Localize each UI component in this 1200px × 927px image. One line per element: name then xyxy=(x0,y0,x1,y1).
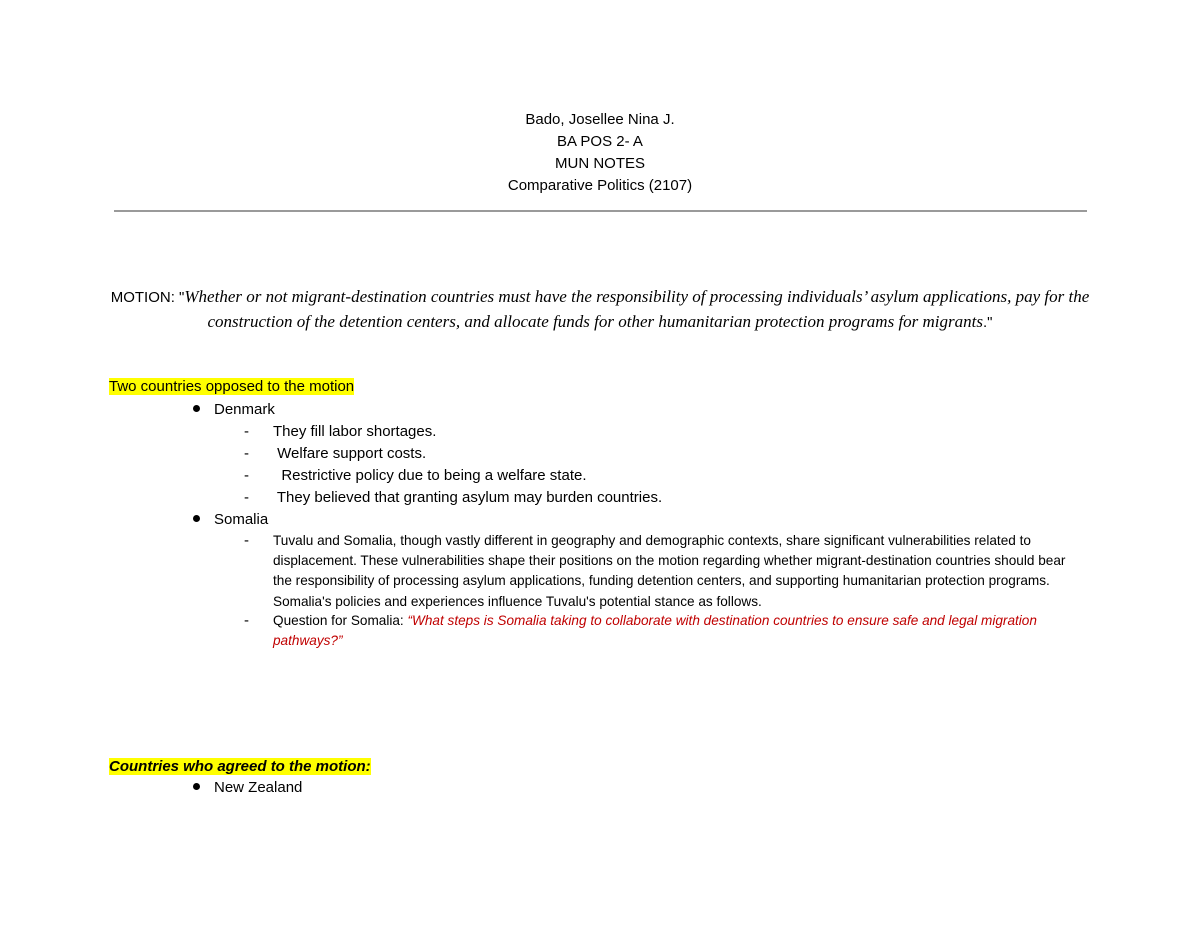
question-text: “What steps is Somalia taking to collaborate with destination countries to ensure safe and legal migration pathways?” xyxy=(273,613,1037,649)
motion-statement xyxy=(104,285,1096,335)
motion-label: MOTION: " xyxy=(110,289,185,306)
question-label: Question for Somalia: xyxy=(273,613,408,628)
list-item-denmark xyxy=(190,400,275,420)
somalia-paragraph: Tuvalu and Somalia, though vastly different in geography and demographic contexts, share significant vulnerabilities related to displacement. These vulnerabilities shape their positions on the motion regarding whether migrant-destination countries should bear the responsibility of processing asylum applications, funding detention centers, and supporting humanitarian protection programs. Somalia's policies and experiences influence Tuvalu's potential stance as follows. xyxy=(273,533,1066,609)
opposed-heading-text: Two countries opposed to the motion xyxy=(109,378,355,395)
somalia-question xyxy=(273,611,1083,651)
bullet-dot-icon xyxy=(193,515,200,522)
country-name-new-zealand: New Zealand xyxy=(214,779,303,796)
dash-marker: - xyxy=(244,532,249,549)
horizontal-divider xyxy=(114,210,1087,212)
agreed-heading xyxy=(109,757,371,777)
dash-marker: - xyxy=(244,445,249,462)
dash-marker: - xyxy=(244,489,249,506)
motion-end: ." xyxy=(983,314,993,331)
agreed-heading-text: Countries who agreed to the motion: xyxy=(109,758,371,775)
dash-marker: - xyxy=(244,612,249,629)
document-title: MUN NOTES xyxy=(555,155,645,172)
subject-name: Comparative Politics (2107) xyxy=(507,177,693,194)
denmark-point-text: They fill labor shortages. xyxy=(273,423,437,440)
list-item-somalia xyxy=(190,510,268,530)
list-item-new-zealand xyxy=(190,778,302,798)
bullet-dot-icon xyxy=(193,405,200,412)
bullet-dot-icon xyxy=(193,783,200,790)
dash-marker: - xyxy=(244,467,249,484)
denmark-point-text: Restrictive policy due to being a welfare state. xyxy=(273,467,587,484)
denmark-point-text: Welfare support costs. xyxy=(273,445,427,462)
country-name-somalia: Somalia xyxy=(214,511,269,528)
document-header xyxy=(0,109,1200,197)
opposed-heading xyxy=(109,377,354,397)
denmark-point-text: They believed that granting asylum may burden countries. xyxy=(273,489,663,506)
dash-marker: - xyxy=(244,423,249,440)
course-section: BA POS 2- A xyxy=(557,133,643,150)
country-name-denmark: Denmark xyxy=(214,401,275,418)
motion-text: Whether or not migrant-destination countries must have the responsibility of processing individuals’ asylum applications, pay for the construction of the detention centers, and allocate funds for other humanitarian protection programs for migrants xyxy=(184,287,1090,331)
author-name: Bado, Josellee Nina J. xyxy=(525,111,675,128)
